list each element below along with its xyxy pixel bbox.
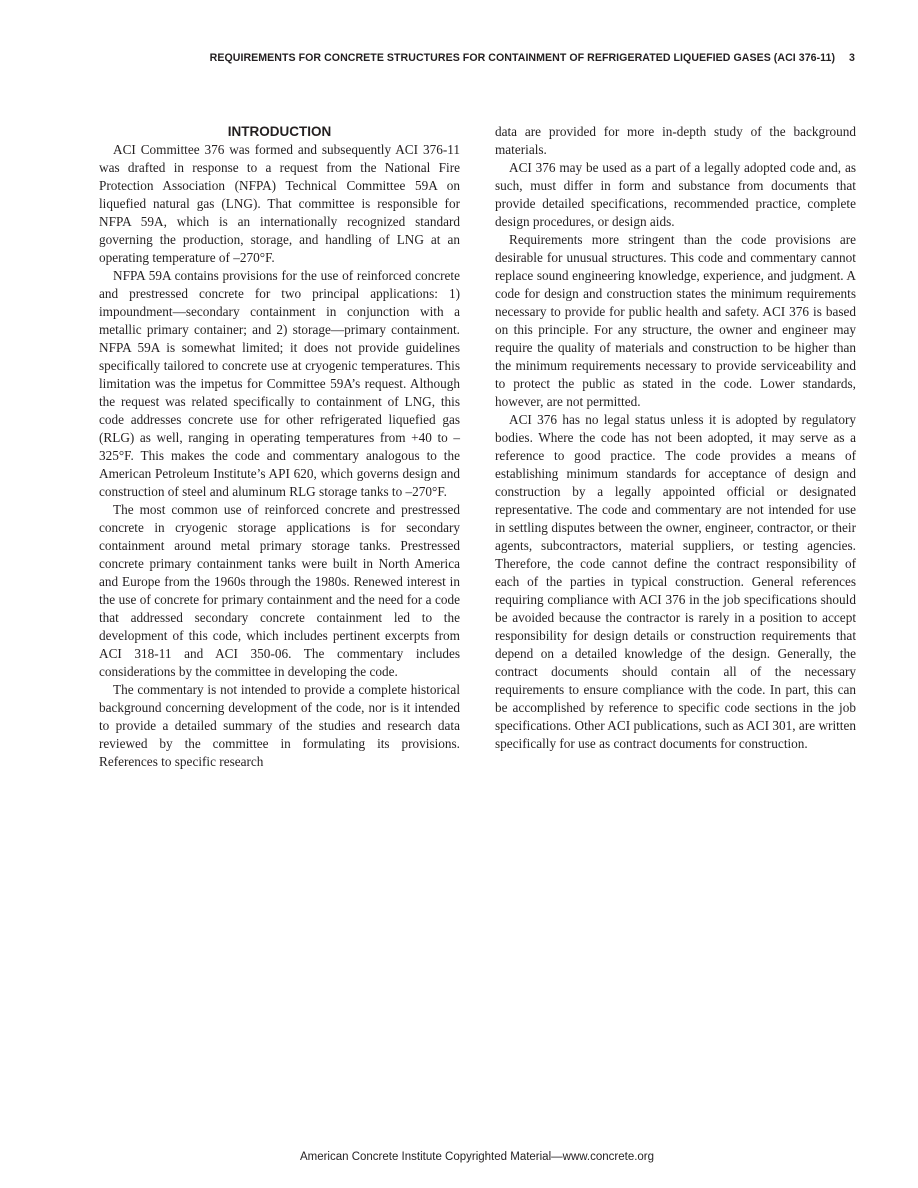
page-number: 3 [849,52,855,64]
paragraph: ACI 376 has no legal status unless it is adopted by regulatory bodies. Where the code has not been adopted, it may serve as a reference to good practice. The code provides a means of establishing minimum standards for acceptance of design and construction by a legally appointed official or designated representative. The code and commentary are not intended for use in settling disputes between the owner, engineer, contractor, or their agents, subcontractors, material suppliers, or testing agencies. Therefore, the code cannot define the contract responsibility of each of the parties in typical construction. General references requiring compliance with ACI 376 in the job specifications should be avoided because the contractor is rarely in a position to accept responsibility for design details or construction requirements that depend on a detailed knowledge of the design. Generally, the contract documents should contain all of the necessary requirements to ensure compliance with the code. In part, this can be accomplished by reference to specific code sections in the job specifications. Other ACI publications, such as ACI 301, are written specifically for use as contract documents for construction. [495,412,856,751]
paragraph: NFPA 59A contains provisions for the use of reinforced concrete and prestressed concrete for two principal applications: 1) impoundment—secondary containment in conjunction with a metallic primary container; and 2) storage—primary containment. NFPA 59A is somewhat limited; it does not provide guidelines specifically tailored to concrete use at cryogenic temperatures. This limitation was the impetus for Committee 59A’s request. Although the request was related specifically to containment of LNG, this code addresses concrete use for other refrigerated liquefied gas (RLG) as well, ranging in operating temperatures from +40 to –325°F. This makes the code and commentary analogous to the American Petroleum Institute’s API 620, which governs design and construction of steel and aluminum RLG storage tanks to –270°F. [99,268,460,499]
running-header [100,52,855,64]
footer-copyright: American Concrete Institute Copyrighted Material—www.concrete.org [299,1151,655,1163]
paragraph: The commentary is not intended to provide a complete historical background concerning development of the code, nor is it intended to provide a detailed summary of the studies and research data reviewed by the committee in formulating its provisions. References to specific research [99,682,460,769]
running-title: REQUIREMENTS FOR CONCRETE STRUCTURES FOR CONTAINMENT OF REFRIGERATED LIQUEFIED GASES (ACI 376-11) [209,52,836,64]
paragraph: The most common use of reinforced concrete and prestressed concrete in cryogenic storage applications is for secondary containment around metal primary storage tanks. Prestressed concrete primary containment tanks were built in North America and Europe from the 1960s through the 1980s. Renewed interest in the use of concrete for primary containment and the need for a code that addressed secondary concrete containment led to the development of this code, which includes pertinent excerpts from ACI 318-11 and ACI 350-06. The commentary includes considerations by the committee in developing the code. [99,502,460,679]
paragraph: ACI 376 may be used as a part of a legally adopted code and, as such, must differ in form and substance from documents that provide detailed specifications, recommended practice, complete design procedures, or design aids. [495,160,856,229]
paragraph: Requirements more stringent than the code provisions are desirable for unusual structures. This code and commentary cannot replace sound engineering knowledge, experience, and judgment. A code for design and construction states the minimum requirements necessary to provide for public health and safety. ACI 376 is based on this principle. For any structure, the owner and engineer may require the quality of materials and construction to be higher than the minimum requirements necessary to provide serviceability and to protect the public as stated in the code. Lower standards, however, are not permitted. [495,232,856,409]
section-heading: INTRODUCTION [227,124,332,139]
paragraph-continuation: data are provided for more in-depth study of the background materials. [495,124,856,157]
paragraph: ACI Committee 376 was formed and subsequently ACI 376-11 was drafted in response to a request from the National Fire Protection Association (NFPA) Technical Committee 59A on liquefied natural gas (LNG). That committee is responsible for NFPA 59A, which is an internationally recognized standard governing the production, storage, and handling of LNG at an operating temperature of –270°F. [99,142,460,265]
right-column [495,123,856,753]
left-column [99,123,460,771]
